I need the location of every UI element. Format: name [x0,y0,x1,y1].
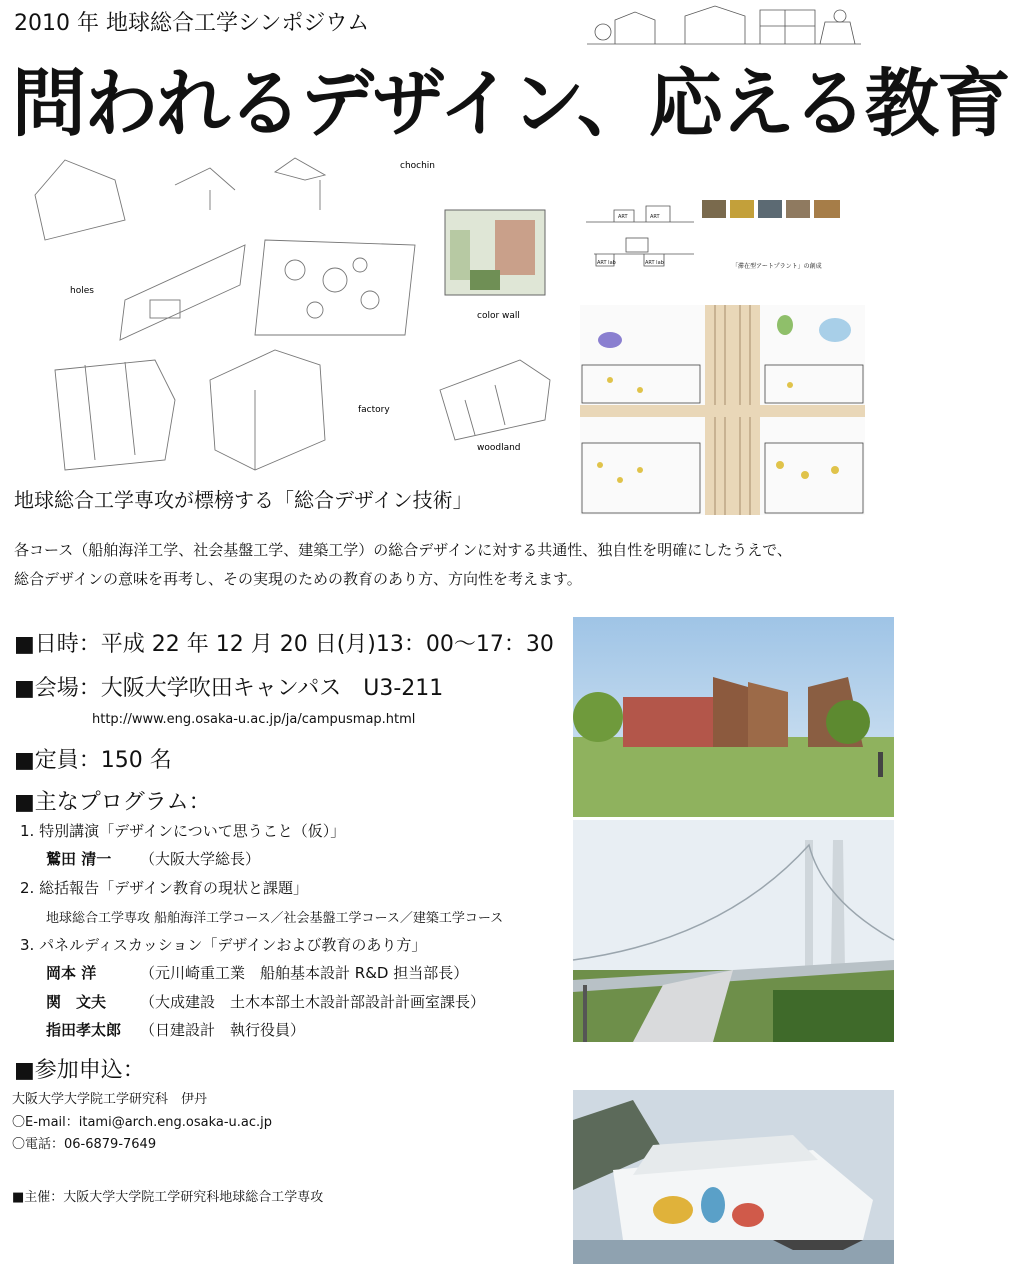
main-title: 問われるデザイン、応える教育 [12,61,1009,147]
design-sketches [25,150,580,480]
plan-label-art4: ART lab [645,260,664,266]
floor-plan [580,305,865,515]
panelist-name-1: 岡本 洋 [46,964,97,982]
symposium-header: 2010 年 地球総合工学シンポジウム [14,11,370,36]
program-heading: ■主なプログラム： [14,790,211,815]
speaker-name-1: 鷲田 清一 [46,850,112,868]
plan-caption: 「滞在型アートプラント」の創成 [732,263,822,270]
label-factory: factory [358,405,390,415]
label-color-wall: color wall [477,311,520,321]
plan-label-art1: ART [618,214,628,220]
program-item-2-detail: 地球総合工学専攻 船舶海洋工学コース／社会基盤工学コース／建築工学コース [46,911,504,926]
label-chochin: chochin [400,161,436,171]
registration-org: 大阪大学大学院工学研究科 伊丹 [12,1092,208,1107]
subtitle: 地球総合工学専攻が標榜する「総合デザイン技術」 [14,488,473,512]
speaker-affil-1: （大阪大学総長） [140,850,261,868]
description [14,536,792,594]
description-line-1: 各コース（船舶海洋工学、社会基盤工学、建築工学）の総合デザインに対する共通性、独自性を明確にしたうえで、 [14,541,792,559]
host-organization: ■主催：大阪大学大学院工学研究科地球総合工学専攻 [12,1190,324,1205]
panelist-name-3: 指田孝太郎 [46,1021,122,1039]
label-holes: holes [70,286,94,296]
panelist-affil-3: （日建設計 執行役員） [140,1021,306,1039]
program-item-3: 3. パネルディスカッション「デザインおよび教育のあり方」 [20,936,427,954]
registration-heading: ■参加申込： [14,1058,145,1083]
building-sketch [585,2,865,52]
campus-map-url[interactable]: http://www.eng.osaka-u.ac.jp/ja/campusmap.html [92,712,416,727]
panelist-affil-1: （元川崎重工業 船舶基本設計 R&D 担当部長） [140,964,469,982]
event-venue: ■会場：大阪大学吹田キャンパス U3-211 [14,676,444,701]
program-item-2: 2. 総括報告「デザイン教育の現状と課題」 [20,879,309,897]
registration-email[interactable]: 〇E-mail：itami@arch.eng.osaka-u.ac.jp [12,1115,273,1130]
registration-phone: 〇電話：06-6879-7649 [12,1137,157,1152]
panelist-name-2: 関 文夫 [46,993,107,1011]
plan-label-art3: ART lab [597,260,616,266]
event-capacity: ■定員：150 名 [14,748,172,773]
description-line-2: 総合デザインの意味を再考し、その実現のための教育のあり方、方向性を考えます。 [14,570,582,588]
suspension-bridge-photo [573,820,894,1042]
program-item-1: 1. 特別講演「デザインについて思うこと（仮）」 [20,822,346,840]
plan-label-art2: ART [650,214,660,220]
event-datetime: ■日時：平成 22 年 12 月 20 日(月)13：00～17：30 [14,632,554,657]
art-plant-diagram [584,196,862,276]
label-woodland: woodland [477,443,521,453]
ferry-photo [573,1090,894,1264]
panelist-affil-2: （大成建設 土木本部土木設計部設計計画室課長） [140,993,486,1011]
campus-rendering-photo [573,617,894,817]
